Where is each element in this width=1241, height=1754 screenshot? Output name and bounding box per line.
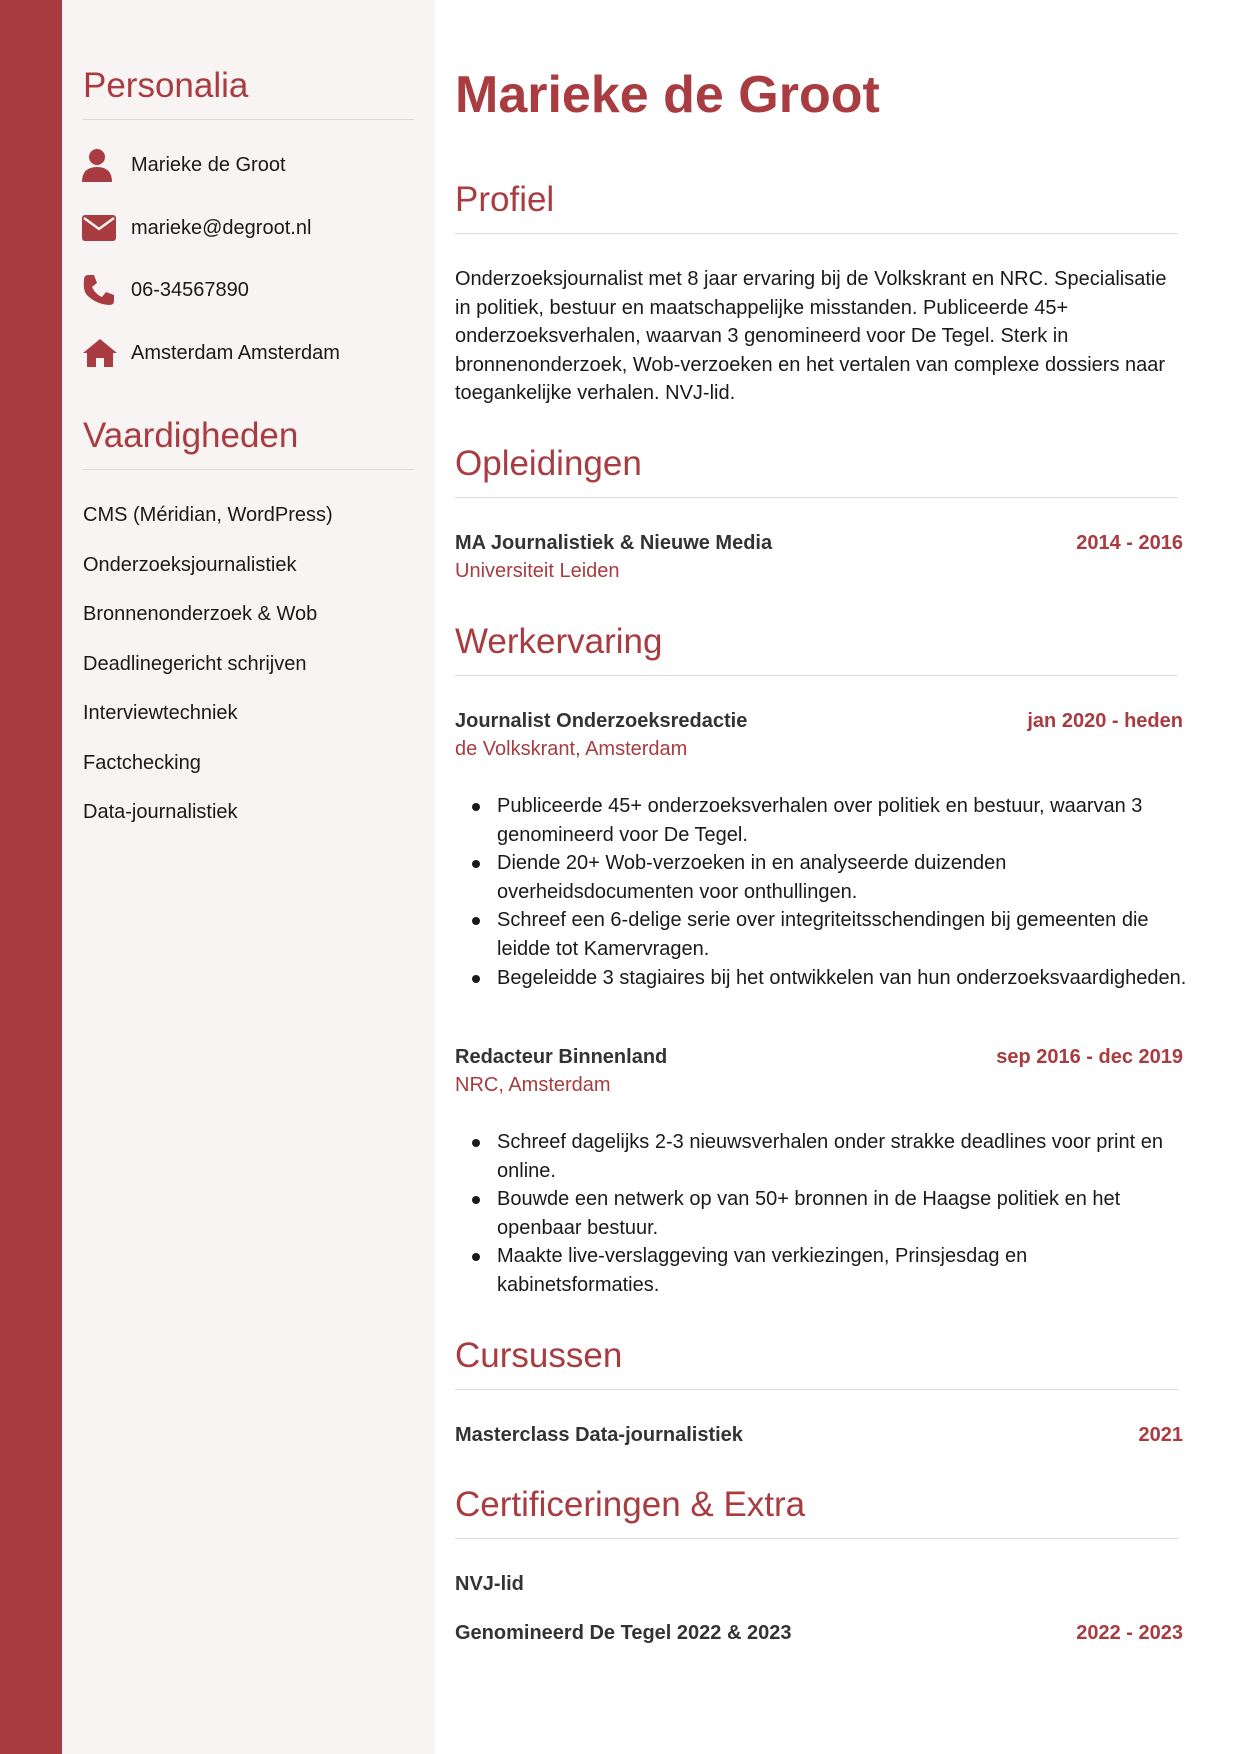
bullet-dot	[472, 803, 480, 811]
bullet-text: Bouwde een netwerk op van 50+ bronnen in de Haagse politiek en het openbaar bestuur.	[497, 1188, 1121, 1239]
certification-title: Genomineerd De Tegel 2022 & 2023	[455, 1622, 792, 1644]
education-date: 2014 - 2016	[1076, 532, 1183, 554]
bullet-text: Schreef een 6-delige serie over integriteitsschendingen bij gemeenten die leidde tot Kamervragen.	[497, 909, 1149, 960]
skill-item: Interviewtechniek	[83, 702, 238, 724]
skill-item: Data-journalistiek	[83, 801, 238, 823]
education-institution: Universiteit Leiden	[455, 560, 620, 582]
experience-heading: Werkervaring	[455, 622, 663, 661]
skill-item: Bronnenonderzoek & Wob	[83, 603, 318, 625]
bullet-item	[455, 1128, 1195, 1185]
job-title: Redacteur Binnenland	[455, 1046, 668, 1068]
profile-heading: Profiel	[455, 180, 555, 219]
certifications-heading: Certificeringen & Extra	[455, 1485, 806, 1524]
job-employer: de Volkskrant, Amsterdam	[455, 738, 688, 760]
bullet-item	[455, 1242, 1195, 1299]
courses-heading: Cursussen	[455, 1336, 623, 1375]
personalia-heading: Personalia	[83, 66, 249, 105]
bullet-dot	[472, 1253, 480, 1261]
skill-item: Onderzoeksjournalistiek	[83, 554, 297, 576]
envelope-icon	[82, 210, 120, 246]
certification-title: NVJ-lid	[455, 1573, 524, 1595]
contact-phone-text[interactable]: 06-34567890	[131, 278, 249, 301]
course-title: Masterclass Data-journalistiek	[455, 1424, 743, 1446]
bullet-dot	[472, 860, 480, 868]
bullet-text: Publiceerde 45+ onderzoeksverhalen over politiek en bestuur, waarvan 3 genomineerd voor De Tegel.	[497, 795, 1143, 846]
bullet-dot	[472, 917, 480, 925]
skills-heading: Vaardigheden	[83, 416, 299, 455]
contact-name-text: Marieke de Groot	[131, 153, 286, 176]
bullet-text: Diende 20+ Wob-verzoeken in en analyseerde duizenden overheidsdocumenten voor onthullingen.	[497, 852, 1007, 903]
sidebar	[62, 0, 435, 1754]
certification-date: 2022 - 2023	[1076, 1622, 1183, 1644]
contact-address-text: Amsterdam Amsterdam	[131, 341, 340, 364]
bullet-text: Maakte live-verslaggeving van verkiezingen, Prinsjesdag en kabinetsformaties.	[497, 1245, 1028, 1296]
job-bullets	[455, 792, 1195, 992]
bullet-dot	[472, 1196, 480, 1204]
job-date: sep 2016 - dec 2019	[996, 1046, 1183, 1068]
contact-phone[interactable]	[82, 270, 412, 310]
education-heading: Opleidingen	[455, 444, 642, 483]
course-date: 2021	[1138, 1424, 1183, 1446]
bullet-dot	[472, 975, 480, 983]
courses-divider	[455, 1389, 1178, 1390]
bullet-item	[455, 792, 1195, 849]
candidate-name: Marieke de Groot	[455, 66, 880, 124]
bullet-item	[455, 849, 1195, 906]
contact-name	[82, 145, 412, 185]
contact-email-text[interactable]: marieke@degroot.nl	[131, 216, 312, 239]
bullet-dot	[472, 1139, 480, 1147]
personalia-divider	[83, 119, 414, 120]
home-icon	[82, 335, 120, 371]
profile-text: Onderzoeksjournalist met 8 jaar ervaring bij de Volkskrant en NRC. Specialisatie in politiek, bestuur en maatschappelijke misstanden. Publiceerde 45+ onderzoeksverhalen, waarvan 3 genomineerd voor De Tegel. Sterk in bronnenonderzoek, Wob-verzoeken en het vertalen van complexe dossiers naar toegankelijke verhalen. NVJ-lid.	[455, 268, 1167, 404]
experience-divider	[455, 675, 1178, 676]
skill-item: Deadlinegericht schrijven	[83, 653, 307, 675]
skill-item: Factchecking	[83, 752, 201, 774]
bullet-text: Schreef dagelijks 2-3 nieuwsverhalen onder strakke deadlines voor print en online.	[497, 1131, 1163, 1182]
contact-email[interactable]	[82, 208, 412, 248]
skills-divider	[83, 469, 414, 470]
profile-divider	[455, 233, 1178, 234]
bullet-text: Begeleidde 3 stagiaires bij het ontwikkelen van hun onderzoeksvaardigheden.	[497, 966, 1187, 989]
skill-item: CMS (Méridian, WordPress)	[83, 504, 333, 526]
main-content	[435, 0, 1241, 1754]
user-icon	[82, 147, 120, 183]
bullet-item	[455, 906, 1195, 963]
job-employer: NRC, Amsterdam	[455, 1074, 611, 1096]
certifications-divider	[455, 1538, 1178, 1539]
bullet-item	[455, 1185, 1195, 1242]
education-title: MA Journalistiek & Nieuwe Media	[455, 532, 773, 554]
job-title: Journalist Onderzoeksredactie	[455, 710, 748, 732]
job-bullets	[455, 1128, 1195, 1300]
education-divider	[455, 497, 1178, 498]
job-date: jan 2020 - heden	[1027, 710, 1183, 732]
accent-stripe	[0, 0, 62, 1754]
phone-icon	[82, 272, 120, 308]
bullet-item	[455, 964, 1195, 993]
contact-address	[82, 333, 412, 373]
